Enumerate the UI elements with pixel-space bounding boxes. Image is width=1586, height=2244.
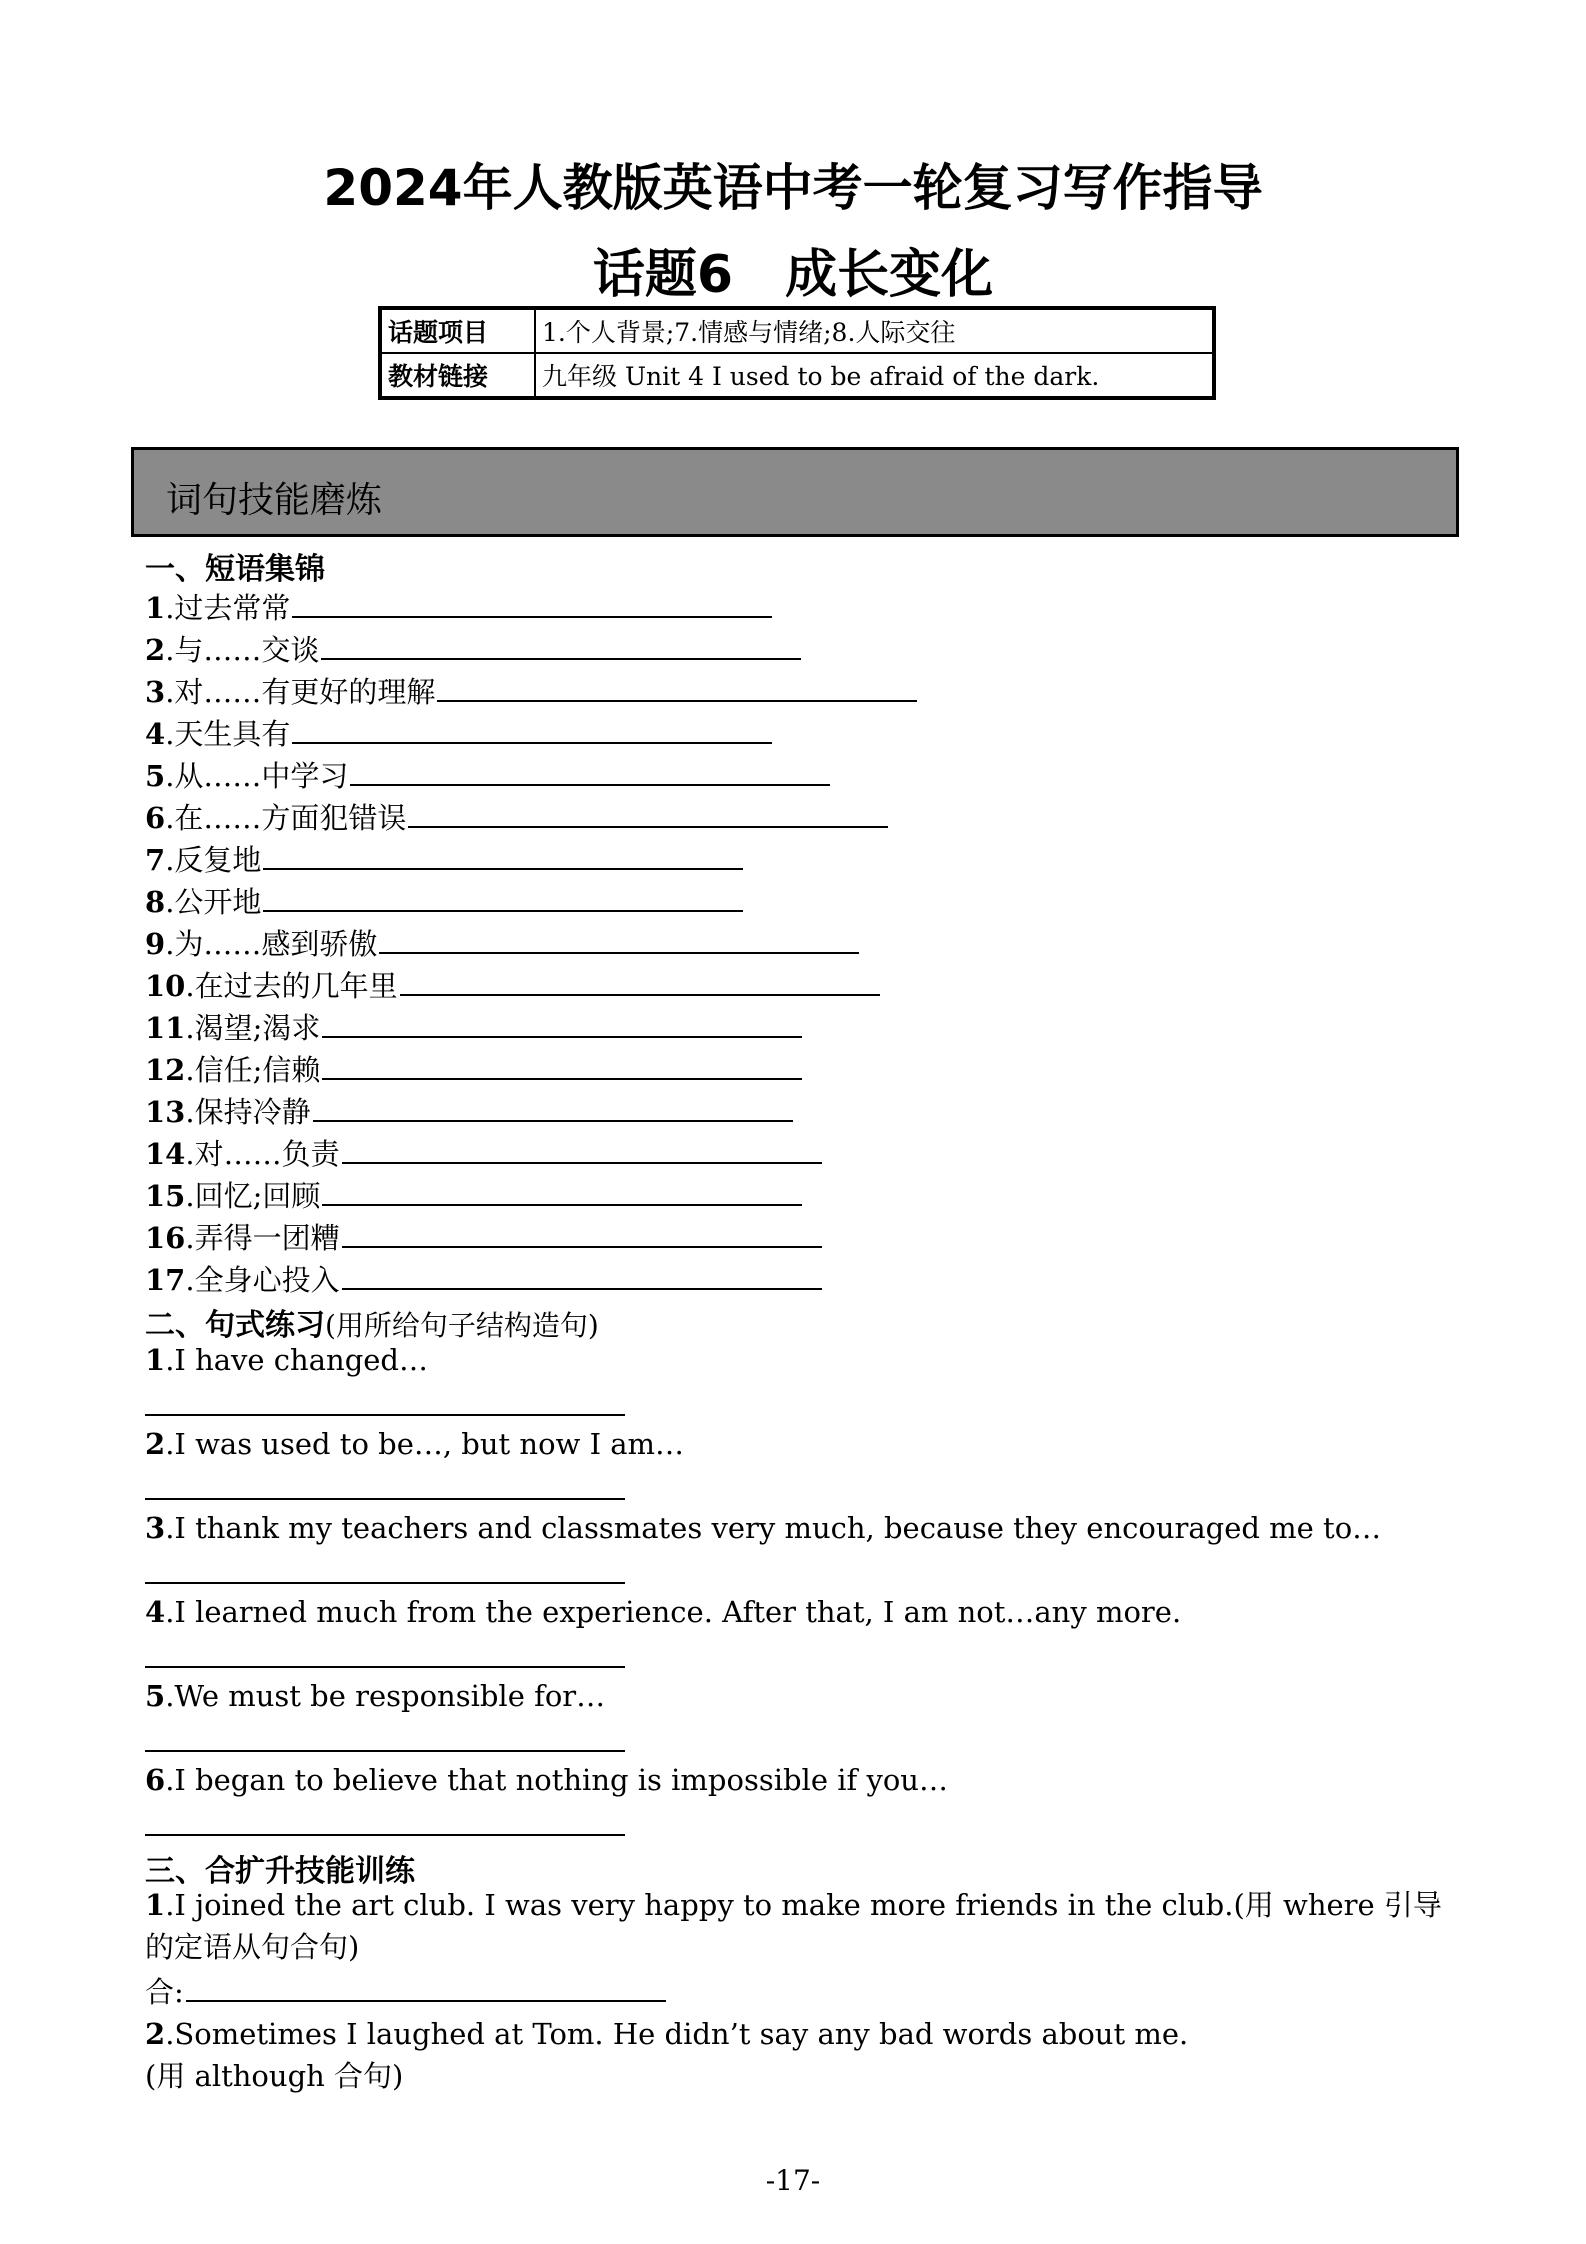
combine-answer xyxy=(145,1974,666,2010)
item-number: 6 xyxy=(145,801,166,835)
item-text: .保持冷静 xyxy=(185,1095,311,1129)
answer-blank[interactable] xyxy=(342,1287,822,1290)
sentence-prompt xyxy=(145,1510,1381,1546)
phrase-item xyxy=(145,1010,802,1046)
item-number: 11 xyxy=(145,1011,186,1045)
question-text: .Sometimes I laughed at Tom. He didn’t say any bad words about me. xyxy=(165,2017,1189,2051)
section2-heading xyxy=(145,1300,599,1344)
phrase-item xyxy=(145,632,801,668)
item-number: 1 xyxy=(145,1888,166,1922)
answer-blank[interactable] xyxy=(322,1035,802,1038)
sentence-prompt xyxy=(145,1594,1181,1630)
item-number: 1 xyxy=(145,591,166,625)
item-number: 13 xyxy=(145,1095,186,1129)
answer-blank[interactable] xyxy=(350,783,830,786)
item-number: 15 xyxy=(145,1179,186,1213)
phrase-item xyxy=(145,674,917,710)
item-number: 3 xyxy=(145,1511,166,1545)
answer-blank[interactable] xyxy=(408,825,888,828)
prompt-text: .I began to believe that nothing is impossible if you… xyxy=(165,1763,948,1797)
prompt-text: .I thank my teachers and classmates very much, because they encouraged me to… xyxy=(165,1511,1382,1545)
phrase-item xyxy=(145,926,859,962)
item-number: 2 xyxy=(145,2017,166,2051)
answer-blank[interactable] xyxy=(263,867,743,870)
item-text: .信任;信赖 xyxy=(185,1053,321,1087)
item-number: 12 xyxy=(145,1053,186,1087)
item-number: 14 xyxy=(145,1137,186,1171)
answer-blank[interactable] xyxy=(437,699,917,702)
item-number: 9 xyxy=(145,927,166,961)
prompt-text: .I have changed… xyxy=(165,1343,428,1377)
info-row xyxy=(380,308,1214,353)
item-number: 3 xyxy=(145,675,166,709)
item-text: .从……中学习 xyxy=(165,759,349,793)
answer-label: 合: xyxy=(145,1975,184,2009)
answer-line[interactable] xyxy=(145,1750,625,1752)
phrase-item xyxy=(145,1094,793,1130)
answer-blank[interactable] xyxy=(379,951,859,954)
phrase-item xyxy=(145,1220,822,1256)
phrase-item xyxy=(145,1178,802,1214)
item-number: 2 xyxy=(145,633,166,667)
info-row xyxy=(380,353,1214,398)
section2-note: (用所给句子结构造句) xyxy=(325,1309,599,1342)
item-text: .在过去的几年里 xyxy=(185,969,398,1003)
item-number: 17 xyxy=(145,1263,186,1297)
item-text: .反复地 xyxy=(165,843,262,877)
phrase-item xyxy=(145,1052,802,1088)
answer-blank[interactable] xyxy=(313,1119,793,1122)
item-text: .为……感到骄傲 xyxy=(165,927,378,961)
section3-heading: 三、合扩升技能训练 xyxy=(145,1854,415,1889)
page-title: 2024年人教版英语中考一轮复习写作指导 xyxy=(323,159,1263,217)
answer-line[interactable] xyxy=(145,1498,625,1500)
phrase-item xyxy=(145,758,830,794)
answer-blank[interactable] xyxy=(263,909,743,912)
item-number: 16 xyxy=(145,1221,186,1255)
item-number: 5 xyxy=(145,759,166,793)
item-text: .公开地 xyxy=(165,885,262,919)
item-number: 6 xyxy=(145,1763,166,1797)
item-text: .全身心投入 xyxy=(185,1263,340,1297)
sentence-prompt xyxy=(145,1426,684,1462)
item-text: .回忆;回顾 xyxy=(185,1179,321,1213)
item-text: .天生具有 xyxy=(165,717,291,751)
item-number: 10 xyxy=(145,969,186,1003)
answer-blank[interactable] xyxy=(400,993,880,996)
section-banner xyxy=(131,447,1459,537)
question-note: (用 although 合句) xyxy=(145,2059,404,2093)
answer-line[interactable] xyxy=(145,1414,625,1416)
phrase-item xyxy=(145,800,888,836)
item-number: 5 xyxy=(145,1679,166,1713)
info-key: 教材链接 xyxy=(380,353,535,398)
item-text: .对……有更好的理解 xyxy=(165,675,436,709)
answer-blank[interactable] xyxy=(321,657,801,660)
phrase-item xyxy=(145,716,772,752)
answer-blank[interactable] xyxy=(322,1077,802,1080)
phrase-item xyxy=(145,590,772,626)
phrase-item xyxy=(145,1136,822,1172)
prompt-text: .We must be responsible for… xyxy=(165,1679,606,1713)
section2-title: 二、句式练习 xyxy=(145,1308,325,1343)
phrase-item xyxy=(145,884,743,920)
item-text: .与……交谈 xyxy=(165,633,320,667)
sentence-prompt xyxy=(145,1342,428,1378)
prompt-text: .I was used to be…, but now I am… xyxy=(165,1427,685,1461)
item-text: .对……负责 xyxy=(185,1137,340,1171)
banner-label: 词句技能磨炼 xyxy=(166,480,383,521)
phrase-item xyxy=(145,842,743,878)
item-number: 4 xyxy=(145,717,166,751)
item-number: 4 xyxy=(145,1595,166,1629)
answer-line[interactable] xyxy=(145,1666,625,1668)
sentence-prompt xyxy=(145,1762,948,1798)
answer-blank[interactable] xyxy=(322,1203,802,1206)
info-value: 1.个人背景;7.情感与情绪;8.人际交往 xyxy=(535,308,1214,353)
item-text: .渴望;渴求 xyxy=(185,1011,321,1045)
answer-blank[interactable] xyxy=(186,1999,666,2002)
item-number: 8 xyxy=(145,885,166,919)
combine-question-2 xyxy=(145,2016,1188,2052)
sentence-prompt xyxy=(145,1678,605,1714)
phrase-item xyxy=(145,968,880,1004)
answer-blank[interactable] xyxy=(342,1161,822,1164)
topic-info-table xyxy=(378,306,1216,400)
question-text: .I joined the art club. I was very happy to make more friends in the club.(用 where 引导的定语从句合句) xyxy=(145,1888,1442,1964)
item-text: .弄得一团糟 xyxy=(185,1221,340,1255)
item-text: .在……方面犯错误 xyxy=(165,801,407,835)
prompt-text: .I learned much from the experience. After that, I am not…any more. xyxy=(165,1595,1182,1629)
page-number: -17- xyxy=(765,2164,821,2197)
section1-heading: 一、短语集锦 xyxy=(145,552,325,587)
answer-line[interactable] xyxy=(145,1582,625,1584)
info-value: 九年级 Unit 4 I used to be afraid of the dark. xyxy=(535,353,1214,398)
combine-question-1 xyxy=(145,1884,1455,1968)
info-key: 话题项目 xyxy=(380,308,535,353)
answer-blank[interactable] xyxy=(292,615,772,618)
phrase-item xyxy=(145,1262,822,1298)
item-number: 2 xyxy=(145,1427,166,1461)
answer-blank[interactable] xyxy=(342,1245,822,1248)
page-subtitle: 话题6 成长变化 xyxy=(592,245,994,305)
item-number: 7 xyxy=(145,843,166,877)
answer-line[interactable] xyxy=(145,1834,625,1836)
answer-blank[interactable] xyxy=(292,741,772,744)
item-text: .过去常常 xyxy=(165,591,291,625)
item-number: 1 xyxy=(145,1343,166,1377)
